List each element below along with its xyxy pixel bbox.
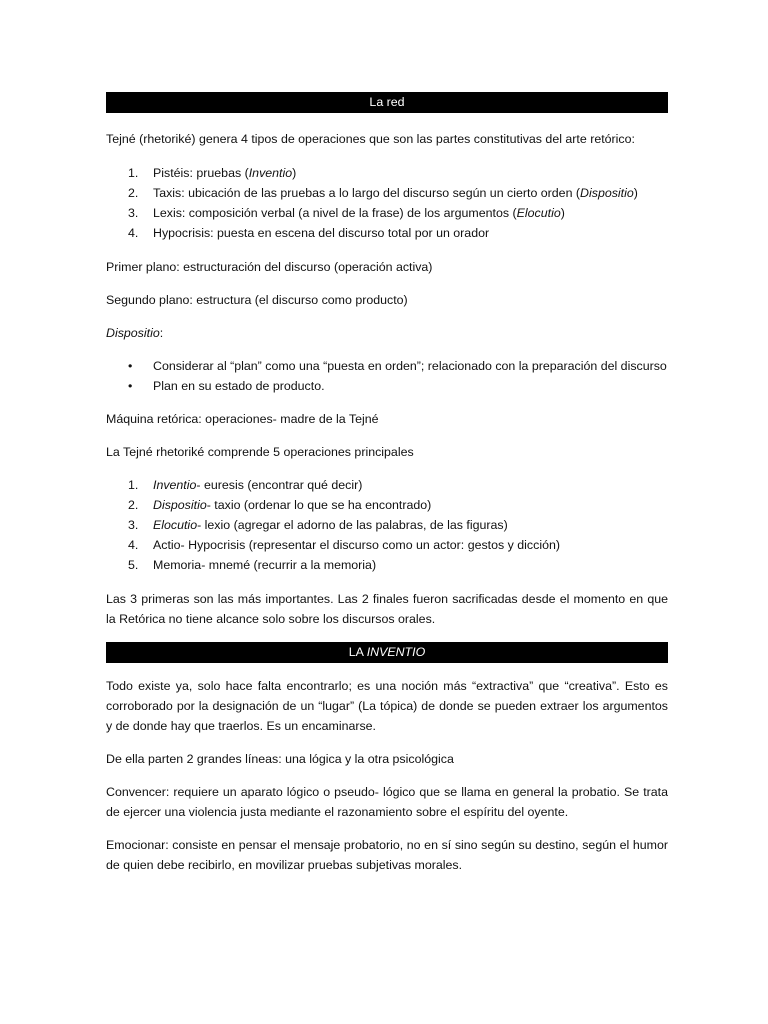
list-italic: Inventio — [248, 166, 293, 180]
closing-paragraph: Las 3 primeras son las más importantes. Las 2 finales fueron sacrificadas desde el momento en que la Retórica no tiene alcance solo sobre los discursos orales. — [106, 592, 668, 626]
section-header-title: La red — [369, 95, 405, 109]
dispositio-label: Dispositio — [106, 326, 160, 340]
list-number: 4. — [128, 226, 139, 240]
list-text: Lexis: composición verbal (a nivel de la frase) de los argumentos ( — [153, 206, 517, 220]
list-italic: Inventio — [153, 478, 197, 492]
list-text: - taxio (ordenar lo que se ha encontrado) — [206, 498, 432, 512]
list-number: 2. — [128, 498, 139, 512]
section-header-italic: INVENTIO — [366, 645, 426, 659]
bullet-text: Plan en su estado de producto. — [153, 379, 325, 393]
section-header-la-red — [106, 92, 668, 113]
list-italic: Dispositio — [580, 186, 634, 200]
list-item — [106, 203, 668, 223]
document-content — [106, 92, 668, 875]
list-number: 4. — [128, 538, 139, 552]
list-italic: Elocutio — [516, 206, 561, 220]
list-italic: Elocutio — [153, 518, 198, 532]
comprende-paragraph: La Tejné rhetoriké comprende 5 operaciones principales — [106, 445, 414, 459]
intro-paragraph: Tejné (rhetoriké) genera 4 tipos de operaciones que son las partes constitutivas del arte retórico: — [106, 132, 635, 146]
inventio-paragraph-4: Emocionar: consiste en pensar el mensaje probatorio, no en sí sino según su destino, según el humor de quien debe recibirlo, en movilizar pruebas subjetivas morales. — [106, 838, 668, 872]
list-text-end: ) — [633, 186, 638, 200]
segundo-plano-paragraph: Segundo plano: estructura (el discurso como producto) — [106, 293, 408, 307]
primer-plano-paragraph: Primer plano: estructuración del discurso (operación activa) — [106, 260, 433, 274]
list-text: Memoria- mnemé (recurrir a la memoria) — [153, 558, 377, 572]
list-text-end: ) — [560, 206, 565, 220]
list-text-end: ) — [292, 166, 297, 180]
list-item — [106, 223, 668, 243]
inventio-paragraph-3: Convencer: requiere un aparato lógico o pseudo- lógico que se llama en general la probatio. Se trata de ejercer una violencia justa mediante el razonamiento sobre el espíritu del oyente. — [106, 785, 668, 819]
list-number: 5. — [128, 558, 139, 572]
list-number: 3. — [128, 206, 139, 220]
list-item — [106, 163, 668, 183]
section-header-la-inventio — [106, 642, 668, 663]
inventio-paragraph-1: Todo existe ya, solo hace falta encontrarlo; es una noción más “extractiva” que “creativa”. Esto es corroborado por la designación de un “lugar” (La tópica) de donde se pueden extraer los argumentos y de donde hay que traerlos. Es un encaminarse. — [106, 679, 668, 733]
bullet-icon: • — [128, 379, 133, 393]
list-item — [106, 183, 668, 203]
list-text: Pistéis: pruebas ( — [153, 166, 249, 180]
principales-list — [106, 475, 668, 575]
list-text: - lexio (agregar el adorno de las palabras, de las figuras) — [197, 518, 508, 532]
operations-list — [106, 163, 668, 243]
list-italic: Dispositio — [153, 498, 207, 512]
list-number: 3. — [128, 518, 139, 532]
list-number: 2. — [128, 186, 139, 200]
list-item — [106, 555, 668, 575]
bullet-text: Considerar al “plan” como una “puesta en orden”; relacionado con la preparación del discurso — [153, 359, 667, 373]
list-item — [106, 376, 668, 396]
list-item — [106, 535, 668, 555]
list-text: Hypocrisis: puesta en escena del discurso total por un orador — [153, 226, 490, 240]
dispositio-heading — [106, 323, 668, 343]
inventio-paragraph-2: De ella parten 2 grandes líneas: una lógica y la otra psicológica — [106, 752, 454, 766]
list-number: 1. — [128, 166, 139, 180]
list-item — [106, 515, 668, 535]
list-text: Actio- Hypocrisis (representar el discurso como un actor: gestos y dicción) — [153, 538, 560, 552]
list-item — [106, 356, 668, 376]
list-text: Taxis: ubicación de las pruebas a lo largo del discurso según un cierto orden ( — [153, 186, 581, 200]
section-header-prefix: LA — [348, 645, 367, 659]
maquina-paragraph: Máquina retórica: operaciones- madre de la Tejné — [106, 412, 379, 426]
dispositio-colon: : — [159, 326, 164, 340]
dispositio-bullet-list — [106, 356, 668, 396]
list-text: - euresis (encontrar qué decir) — [196, 478, 363, 492]
bullet-icon: • — [128, 359, 133, 373]
list-number: 1. — [128, 478, 139, 492]
list-item — [106, 475, 668, 495]
list-item — [106, 495, 668, 515]
